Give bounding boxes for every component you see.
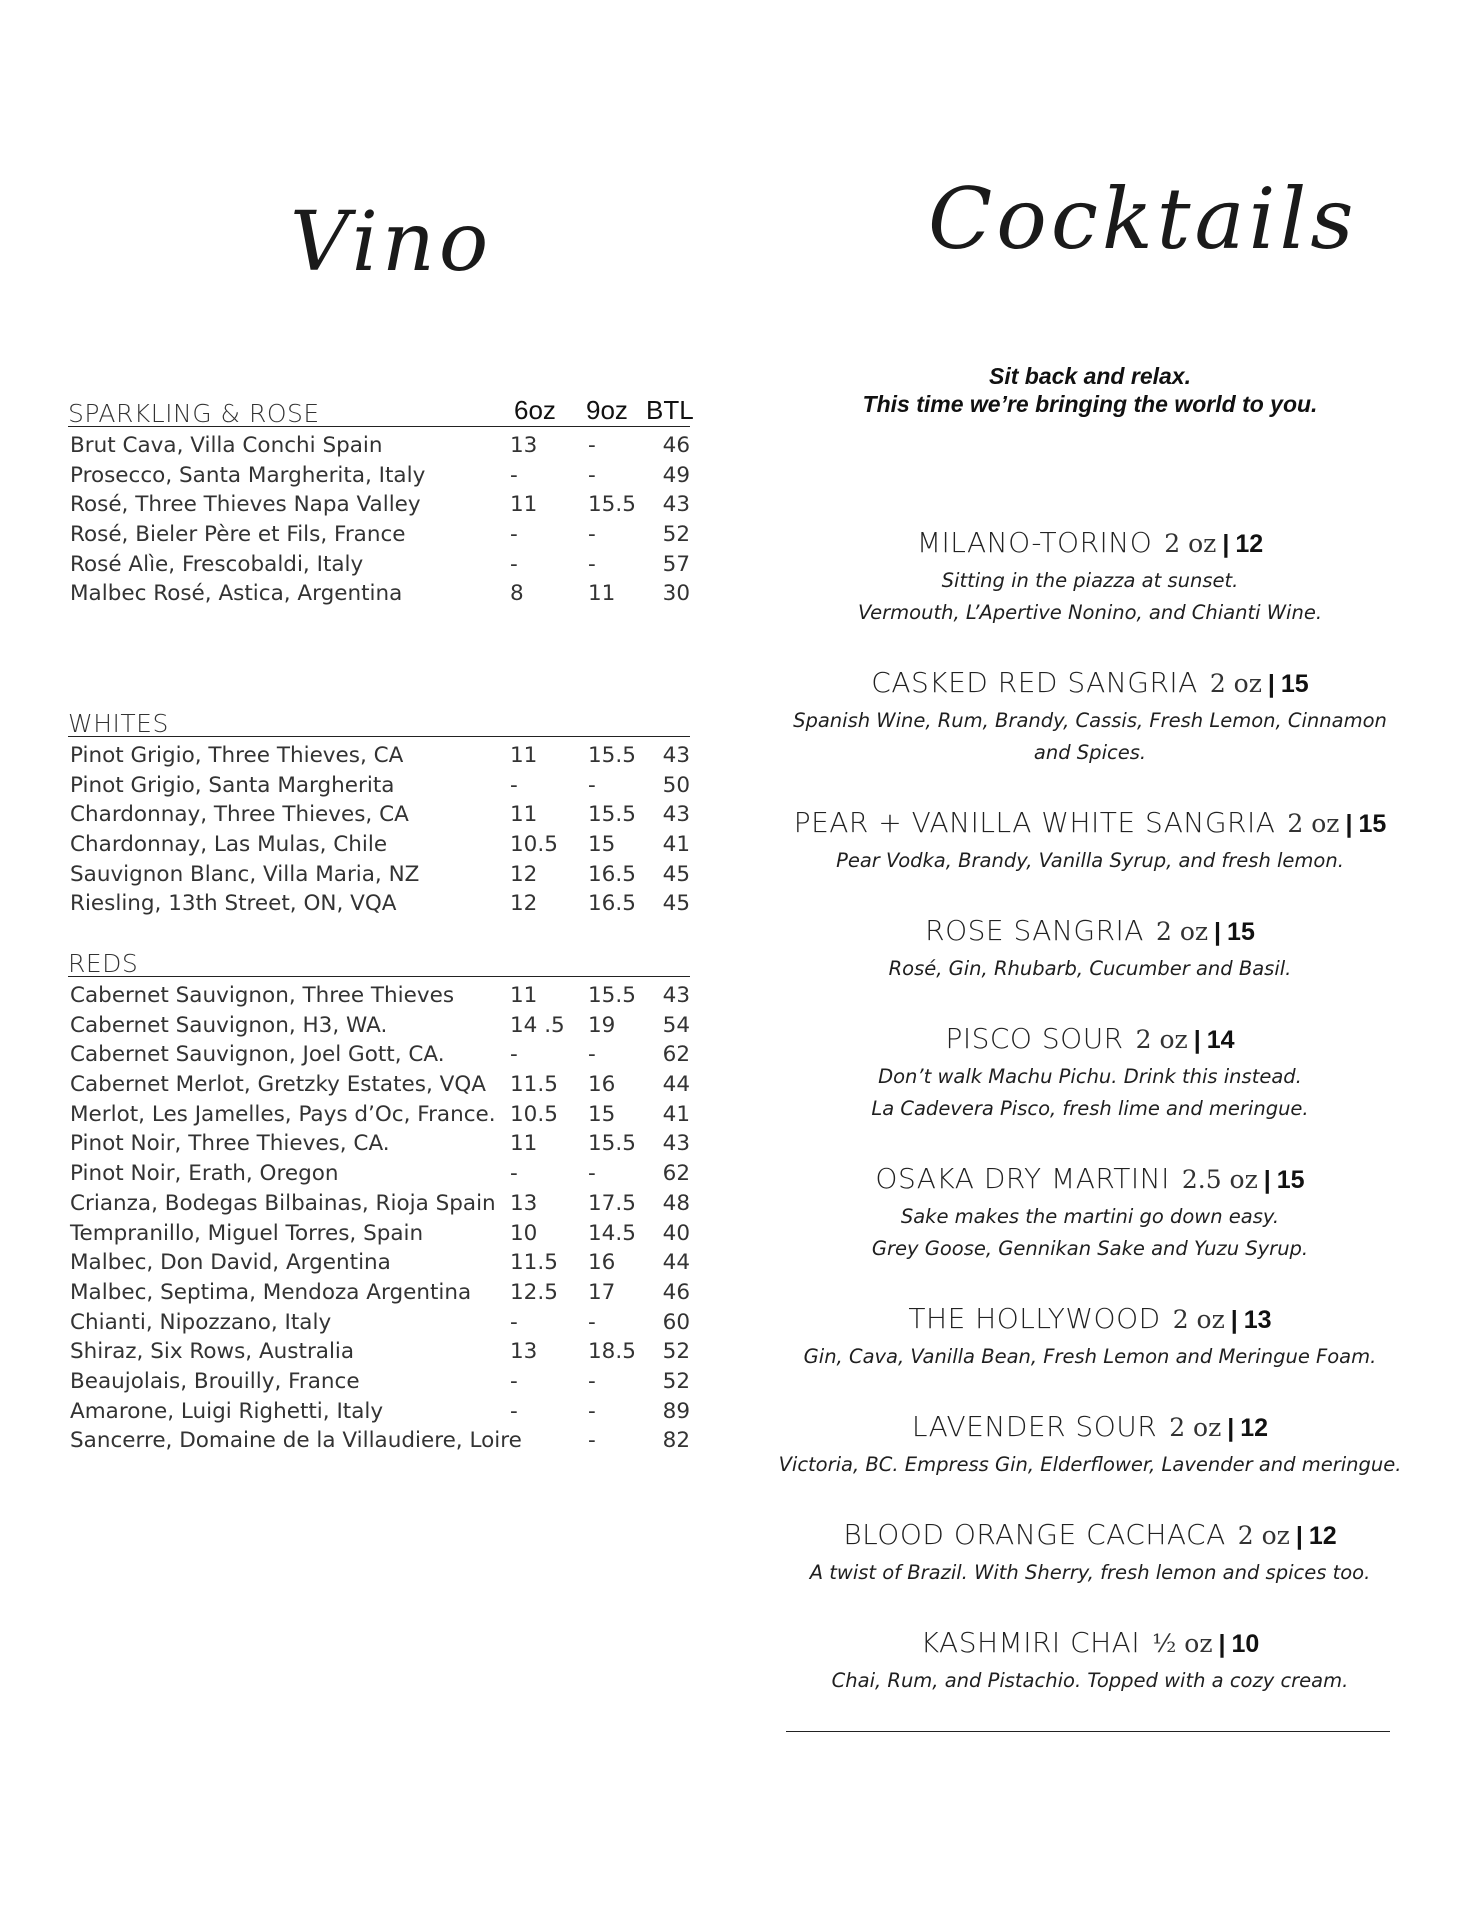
cocktail-description: A twist of Brazil. With Sherry, fresh lemon and spices too. xyxy=(809,1561,1371,1584)
price-bottle: 44 xyxy=(662,1250,690,1276)
cocktail-size: 2 oz xyxy=(1209,669,1262,698)
price-9oz: 16.5 xyxy=(588,861,636,887)
wine-row xyxy=(68,1157,690,1187)
price-9oz: - xyxy=(588,1398,596,1424)
price-bottle: 50 xyxy=(662,772,690,798)
wine-name: Chianti, Nipozzano, Italy xyxy=(70,1309,332,1335)
wine-row xyxy=(68,1098,690,1128)
price-bottle: 52 xyxy=(662,1339,690,1365)
cocktail-heading xyxy=(760,914,1420,953)
price-bottle: 41 xyxy=(662,1101,690,1127)
price-bottle: 46 xyxy=(662,1279,690,1305)
cocktail-heading xyxy=(760,806,1420,845)
cocktail-item xyxy=(760,1022,1420,1125)
wine-row xyxy=(68,1335,690,1365)
wine-name: Cabernet Merlot, Gretzky Estates, VQA xyxy=(70,1072,486,1098)
price-separator: | xyxy=(1222,530,1230,558)
cocktail-name: KASHMIRI CHAI xyxy=(920,1626,1141,1659)
wine-name: Shiraz, Six Rows, Australia xyxy=(70,1339,355,1365)
cocktail-name: OSAKA DRY MARTINI xyxy=(875,1162,1170,1195)
price-bottle: 82 xyxy=(662,1428,690,1454)
wine-section xyxy=(68,706,690,917)
price-bottle: 43 xyxy=(662,492,690,518)
price-6oz: - xyxy=(510,1368,518,1394)
wine-name: Beaujolais, Brouilly, France xyxy=(70,1368,360,1394)
price-9oz: - xyxy=(588,551,596,577)
price-separator: | xyxy=(1295,1522,1303,1550)
wine-row xyxy=(68,1365,690,1395)
wine-name: Pinot Noir, Three Thieves, CA. xyxy=(70,1131,390,1157)
cocktail-heading xyxy=(760,1022,1420,1061)
cocktail-price: 13 xyxy=(1243,1306,1272,1334)
wine-row xyxy=(68,548,690,578)
cocktail-name: LAVENDER SOUR xyxy=(911,1410,1158,1443)
price-9oz: 16.5 xyxy=(588,891,636,917)
cocktail-description: Pear Vodka, Brandy, Vanilla Syrup, and fresh lemon. xyxy=(836,849,1344,872)
price-bottle: 43 xyxy=(662,743,690,768)
price-bottle: 45 xyxy=(662,891,690,917)
cocktail-item xyxy=(760,1518,1420,1589)
wine-row xyxy=(68,979,690,1009)
cocktail-name: BLOOD ORANGE CACHACA xyxy=(843,1518,1226,1551)
cocktail-heading xyxy=(760,666,1420,705)
price-separator: | xyxy=(1218,1630,1226,1658)
price-bottle: 43 xyxy=(662,802,690,828)
wine-row xyxy=(68,429,690,459)
price-9oz: - xyxy=(588,433,596,458)
price-9oz: 16 xyxy=(588,1072,616,1098)
wine-row xyxy=(68,1009,690,1039)
wine-row xyxy=(68,858,690,888)
cocktail-heading xyxy=(760,1518,1420,1557)
wine-row xyxy=(68,887,690,917)
section-header xyxy=(68,395,694,428)
vino-title: Vino xyxy=(290,195,493,290)
wine-name: Sauvignon Blanc, Villa Maria, NZ xyxy=(70,861,420,887)
price-bottle: 48 xyxy=(662,1190,690,1216)
wine-row xyxy=(68,1306,690,1336)
cocktail-description: Don’t walk Machu Pichu. Drink this instead. xyxy=(878,1065,1302,1088)
wine-name: Pinot Grigio, Three Thieves, CA xyxy=(70,743,404,768)
price-6oz: 14 .5 xyxy=(510,1012,565,1038)
price-9oz: 11 xyxy=(588,581,616,607)
price-9oz: - xyxy=(588,1309,596,1335)
price-9oz: 15.5 xyxy=(588,492,636,518)
wine-name: Riesling, 13th Street, ON, VQA xyxy=(70,891,397,917)
price-9oz: 16 xyxy=(588,1250,616,1276)
cocktail-description: Rosé, Gin, Rhubarb, Cucumber and Basil. xyxy=(888,957,1292,980)
wine-row xyxy=(68,1127,690,1157)
price-6oz: 11 xyxy=(510,492,538,518)
wine-name: Rosé Alìe, Frescobaldi, Italy xyxy=(70,551,364,577)
price-separator: | xyxy=(1193,1026,1201,1054)
cocktail-price: 12 xyxy=(1240,1414,1269,1442)
price-6oz: 12 xyxy=(510,861,538,887)
cocktail-name: PISCO SOUR xyxy=(945,1022,1124,1055)
price-6oz: 11.5 xyxy=(510,1250,558,1276)
price-6oz: 11 xyxy=(510,802,538,828)
column-header-nine: 9oz xyxy=(586,395,628,425)
wine-row xyxy=(68,1217,690,1247)
wine-row xyxy=(68,488,690,518)
price-6oz: - xyxy=(510,1042,518,1068)
price-6oz: 13 xyxy=(510,1339,538,1365)
price-9oz: 18.5 xyxy=(588,1339,636,1365)
price-separator: | xyxy=(1230,1306,1238,1334)
cocktail-size: 2 oz xyxy=(1164,529,1217,558)
wine-row xyxy=(68,1276,690,1306)
price-6oz: - xyxy=(510,772,518,798)
price-9oz: 15.5 xyxy=(588,743,636,768)
wine-name: Malbec, Don David, Argentina xyxy=(70,1250,391,1276)
wine-name: Crianza, Bodegas Bilbainas, Rioja Spain xyxy=(70,1190,496,1216)
price-separator: | xyxy=(1345,810,1353,838)
wine-row xyxy=(68,1068,690,1098)
cocktail-heading xyxy=(760,1302,1420,1341)
price-9oz: 19 xyxy=(588,1012,616,1038)
wine-name: Pinot Grigio, Santa Margherita xyxy=(70,772,395,798)
wine-row xyxy=(68,459,690,489)
cocktail-size: ½ oz xyxy=(1152,1629,1213,1658)
cocktail-name: MILANO-TORINO xyxy=(916,526,1153,559)
cocktail-name: THE HOLLYWOOD xyxy=(908,1302,1161,1335)
wine-row xyxy=(68,828,690,858)
wine-row xyxy=(68,1187,690,1217)
price-9oz: 15.5 xyxy=(588,802,636,828)
cocktail-description: and Spices. xyxy=(1033,741,1147,764)
cocktail-size: 2 oz xyxy=(1135,1025,1188,1054)
wine-name: Cabernet Sauvignon, Three Thieves xyxy=(70,983,455,1008)
cocktail-description: Sitting in the piazza at sunset. xyxy=(941,569,1239,592)
cocktail-item xyxy=(760,806,1420,877)
price-9oz: 14.5 xyxy=(588,1220,636,1246)
cocktail-description: Grey Goose, Gennikan Sake and Yuzu Syrup. xyxy=(871,1237,1309,1260)
wine-section xyxy=(68,946,690,1454)
price-6oz: - xyxy=(510,1309,518,1335)
section-title: SPARKLING & ROSE xyxy=(68,399,320,428)
column-header-btl: BTL xyxy=(646,395,694,425)
price-6oz: 10.5 xyxy=(510,1101,558,1127)
price-9oz: 15 xyxy=(588,832,616,858)
price-6oz: - xyxy=(510,1398,518,1424)
wine-name: Malbec, Septima, Mendoza Argentina xyxy=(70,1279,472,1305)
cocktail-name: ROSE SANGRIA xyxy=(925,914,1144,947)
cocktail-price: 12 xyxy=(1308,1522,1337,1550)
price-6oz: 10.5 xyxy=(510,832,558,858)
cocktail-heading xyxy=(760,526,1420,565)
section-header xyxy=(68,706,690,737)
wine-row xyxy=(68,1424,690,1454)
cocktail-price: 15 xyxy=(1227,918,1255,946)
price-bottle: 45 xyxy=(662,861,690,887)
cocktail-name: CASKED RED SANGRIA xyxy=(871,666,1198,699)
cocktail-item xyxy=(760,526,1420,629)
price-bottle: 40 xyxy=(662,1220,690,1246)
price-bottle: 44 xyxy=(662,1072,690,1098)
section-title: WHITES xyxy=(68,709,169,738)
price-9oz: - xyxy=(588,1042,596,1068)
price-9oz: 15.5 xyxy=(588,1131,636,1157)
price-9oz: 15 xyxy=(588,1101,616,1127)
price-bottle: 52 xyxy=(662,522,690,548)
wine-name: Pinot Noir, Erath, Oregon xyxy=(70,1161,339,1187)
price-bottle: 54 xyxy=(662,1012,690,1038)
cocktail-name: PEAR + VANILLA WHITE SANGRIA xyxy=(793,806,1276,839)
price-6oz: - xyxy=(510,551,518,577)
section-header xyxy=(68,946,690,977)
wine-name: Brut Cava, Villa Conchi Spain xyxy=(70,433,383,458)
price-bottle: 46 xyxy=(662,433,690,458)
price-9oz: - xyxy=(588,522,596,548)
tagline-line: This time we’re bringing the world to you. xyxy=(862,391,1318,417)
wine-name: Cabernet Sauvignon, H3, WA. xyxy=(70,1012,388,1038)
price-6oz: 11 xyxy=(510,983,538,1008)
cocktail-description: Spanish Wine, Rum, Brandy, Cassis, Fresh Lemon, Cinnamon xyxy=(793,709,1387,732)
wine-row xyxy=(68,518,690,548)
wine-row xyxy=(68,577,690,607)
price-separator: | xyxy=(1214,918,1222,946)
cocktail-price: 14 xyxy=(1206,1026,1235,1054)
cocktail-item xyxy=(760,1162,1420,1265)
tagline-line: Sit back and relax. xyxy=(989,363,1191,389)
cocktail-description: Sake makes the martini go down easy. xyxy=(900,1205,1280,1228)
price-separator: | xyxy=(1227,1414,1235,1442)
wine-name: Rosé, Bieler Père et Fils, France xyxy=(70,522,406,548)
price-bottle: 62 xyxy=(662,1042,690,1068)
wine-name: Merlot, Les Jamelles, Pays d’Oc, France. xyxy=(70,1101,496,1127)
wine-name: Chardonnay, Las Mulas, Chile xyxy=(70,832,388,858)
cocktail-price: 15 xyxy=(1276,1166,1305,1194)
wine-name: Prosecco, Santa Margherita, Italy xyxy=(70,462,426,488)
price-bottle: 89 xyxy=(662,1398,690,1424)
price-bottle: 41 xyxy=(662,832,690,858)
cocktail-price: 12 xyxy=(1235,530,1264,558)
cocktail-heading xyxy=(760,1410,1420,1449)
wine-section xyxy=(68,395,694,607)
wine-row xyxy=(68,769,690,799)
price-bottle: 30 xyxy=(662,581,690,607)
cocktail-size: 2 oz xyxy=(1155,917,1209,946)
price-6oz: 10 xyxy=(510,1220,538,1246)
price-9oz: - xyxy=(588,1428,596,1454)
price-bottle: 62 xyxy=(662,1161,690,1187)
price-9oz: 17 xyxy=(588,1279,616,1305)
wine-name: Amarone, Luigi Righetti, Italy xyxy=(70,1398,384,1424)
cocktail-price: 10 xyxy=(1231,1630,1260,1658)
price-bottle: 49 xyxy=(662,462,690,488)
price-6oz: 11 xyxy=(510,743,538,768)
cocktail-size: 2 oz xyxy=(1172,1305,1225,1334)
wine-row xyxy=(68,1395,690,1425)
price-9oz: - xyxy=(588,462,596,488)
cocktail-item xyxy=(760,1302,1420,1373)
price-6oz: - xyxy=(510,522,518,548)
wine-name: Tempranillo, Miguel Torres, Spain xyxy=(70,1220,424,1246)
tagline xyxy=(780,362,1400,418)
price-bottle: 43 xyxy=(662,983,690,1008)
cocktail-item xyxy=(760,1626,1420,1697)
price-6oz: 12 xyxy=(510,891,538,917)
price-6oz: 12.5 xyxy=(510,1279,558,1305)
divider xyxy=(786,1731,1390,1732)
cocktail-description: Victoria, BC. Empress Gin, Elderflower, Lavender and meringue. xyxy=(778,1453,1402,1476)
cocktail-size: 2 oz xyxy=(1237,1521,1290,1550)
wine-row xyxy=(68,739,690,769)
cocktail-description: Gin, Cava, Vanilla Bean, Fresh Lemon and Meringue Foam. xyxy=(803,1345,1377,1368)
cocktail-size: 2.5 oz xyxy=(1181,1165,1258,1194)
column-header-six: 6oz xyxy=(514,395,556,425)
price-9oz: 15.5 xyxy=(588,983,636,1008)
cocktail-price: 15 xyxy=(1358,810,1387,838)
price-6oz: - xyxy=(510,462,518,488)
price-9oz: 17.5 xyxy=(588,1190,636,1216)
cocktail-heading xyxy=(760,1626,1420,1665)
price-bottle: 43 xyxy=(662,1131,690,1157)
price-separator: | xyxy=(1267,670,1275,698)
wine-name: Malbec Rosé, Astica, Argentina xyxy=(70,581,403,607)
price-6oz: 11.5 xyxy=(510,1072,558,1098)
cocktail-heading xyxy=(760,1162,1420,1201)
price-9oz: - xyxy=(588,1368,596,1394)
price-6oz: 8 xyxy=(510,581,524,607)
price-bottle: 52 xyxy=(662,1368,690,1394)
price-9oz: - xyxy=(588,1161,596,1187)
price-9oz: - xyxy=(588,772,596,798)
price-6oz: - xyxy=(510,1161,518,1187)
price-separator: | xyxy=(1263,1166,1271,1194)
cocktail-item xyxy=(760,666,1420,769)
section-title: REDS xyxy=(68,949,139,978)
cocktail-description: Vermouth, L’Apertive Nonino, and Chianti Wine. xyxy=(857,601,1323,624)
cocktail-price: 15 xyxy=(1280,670,1309,698)
price-6oz: 13 xyxy=(510,1190,538,1216)
wine-row xyxy=(68,1038,690,1068)
cocktails-title: Cocktails xyxy=(928,170,1358,268)
cocktail-description: Chai, Rum, and Pistachio. Topped with a cozy cream. xyxy=(831,1669,1349,1692)
wine-row xyxy=(68,1246,690,1276)
wine-name: Chardonnay, Three Thieves, CA xyxy=(70,802,409,828)
cocktail-description: La Cadevera Pisco, fresh lime and meringue. xyxy=(871,1097,1309,1120)
price-6oz: 13 xyxy=(510,433,538,458)
cocktail-size: 2 oz xyxy=(1169,1413,1222,1442)
wine-name: Cabernet Sauvignon, Joel Gott, CA. xyxy=(70,1042,445,1068)
wine-row xyxy=(68,798,690,828)
cocktail-item xyxy=(760,1410,1420,1481)
price-bottle: 57 xyxy=(662,551,690,577)
cocktail-size: 2 oz xyxy=(1287,809,1340,838)
cocktail-item xyxy=(760,914,1420,985)
wine-name: Sancerre, Domaine de la Villaudiere, Loire xyxy=(70,1428,522,1454)
price-bottle: 60 xyxy=(662,1309,690,1335)
price-6oz: 11 xyxy=(510,1131,538,1157)
wine-name: Rosé, Three Thieves Napa Valley xyxy=(70,492,421,518)
